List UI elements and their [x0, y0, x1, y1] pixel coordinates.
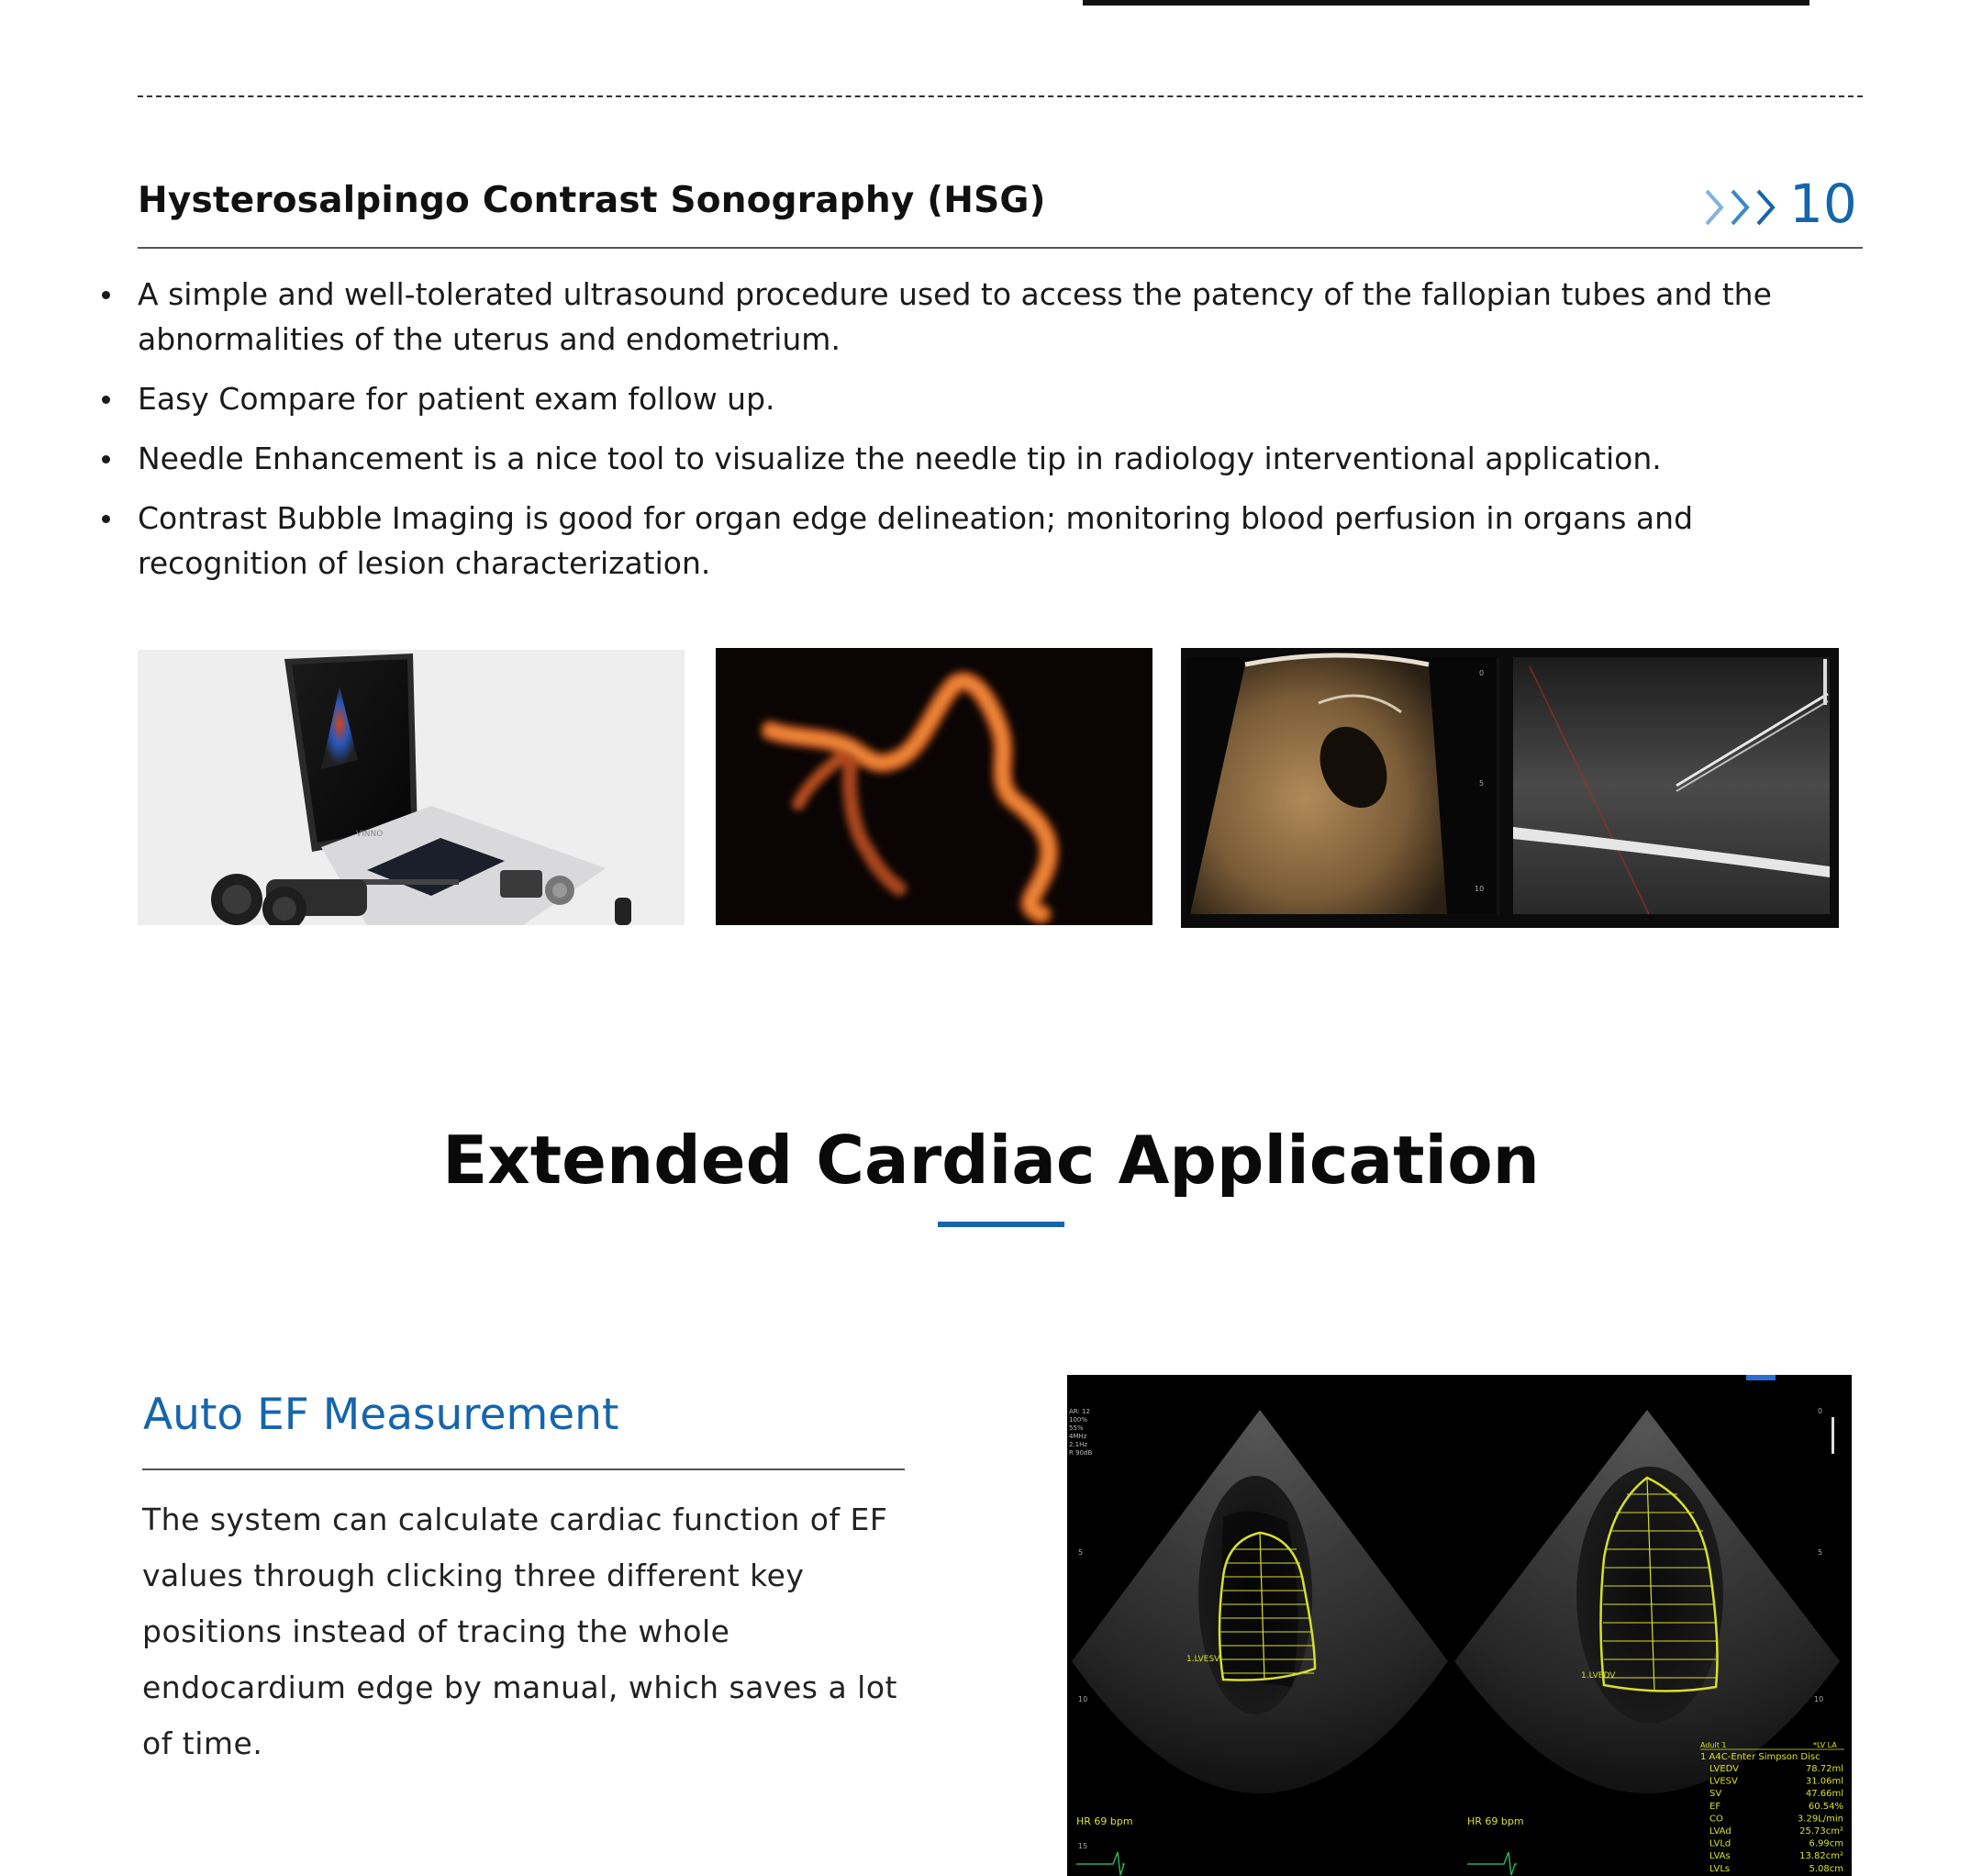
depth-label: 5	[1078, 1548, 1084, 1557]
measurement-value: 6.99cm	[1809, 1838, 1843, 1849]
heart-rate: HR 69 bpm	[1467, 1815, 1524, 1827]
table-header-right: *LV LA	[1813, 1741, 1837, 1749]
param: AR: 12	[1069, 1408, 1090, 1415]
measurement-value: 25.73cm²	[1799, 1826, 1843, 1837]
tick-label: 0	[1479, 669, 1485, 677]
title-underline	[138, 247, 1863, 249]
needle-enhancement-image	[1181, 648, 1839, 928]
measurement-name: SV	[1709, 1789, 1722, 1800]
param: 55%	[1069, 1424, 1084, 1432]
ultrasound-machine-image	[138, 650, 685, 925]
measurement-value: 5.08cm	[1809, 1863, 1843, 1874]
feature-number: 10	[1789, 173, 1857, 235]
depth-label: 5	[1818, 1548, 1823, 1557]
hsg-title: Hysterosalpingo Contrast Sonography (HSG)	[138, 180, 1046, 221]
feature-title-underline	[142, 1468, 905, 1470]
measurement-value: 13.82cm²	[1799, 1851, 1843, 1862]
measurement-name: LVLd	[1709, 1838, 1731, 1849]
bullet-item: Easy Compare for patient exam follow up.	[99, 376, 1870, 421]
measurement-name: CO	[1709, 1814, 1723, 1825]
auto-ef-echo-image	[1067, 1375, 1852, 1876]
param: 100%	[1069, 1416, 1088, 1424]
measurement-value: 78.72ml	[1805, 1764, 1843, 1774]
heart-rate: HR 69 bpm	[1076, 1815, 1133, 1827]
hsg-bullet-list	[99, 272, 1870, 600]
edv-label: 1.LVEDV	[1581, 1671, 1616, 1681]
measurement-name: EF	[1709, 1801, 1721, 1812]
measurement-name: LVEDV	[1709, 1764, 1739, 1774]
measurement-name: LVESV	[1709, 1776, 1738, 1787]
section-title: Extended Cardiac Application	[442, 1122, 1540, 1199]
feature-title: Auto EF Measurement	[143, 1390, 619, 1440]
table-title: 1 A4C-Enter Simpson Disc	[1700, 1752, 1821, 1762]
param: R 90dB	[1069, 1449, 1093, 1457]
measurement-name: LVLs	[1709, 1863, 1731, 1874]
tick-label: 5	[1479, 779, 1485, 787]
measurement-name: LVAs	[1709, 1851, 1731, 1862]
depth-label: 10	[1814, 1695, 1824, 1703]
measurement-name: LVAd	[1709, 1826, 1731, 1837]
top-image-edge	[1083, 0, 1809, 6]
bullet-item: Contrast Bubble Imaging is good for organ edge delineation; monitoring blood perfusion in organs and recognition of lesion characterization.	[99, 496, 1870, 586]
bullet-item: Needle Enhancement is a nice tool to visualize the needle tip in radiology interventional application.	[99, 436, 1870, 481]
machine-brand: VINNO	[356, 830, 384, 839]
measurement-value: 60.54%	[1808, 1801, 1843, 1812]
measurement-value: 31.06ml	[1805, 1776, 1843, 1787]
param: 2.1Hz	[1069, 1441, 1088, 1448]
depth-label: 15	[1078, 1842, 1088, 1850]
feature-description: The system can calculate cardiac function of EF values through clicking three different key positions instead of tracing the whole endocardium edge by manual, which saves a lot of time.	[142, 1502, 897, 1761]
section-title-accent	[938, 1222, 1064, 1227]
tick-label: 10	[1475, 885, 1485, 893]
bullet-item: A simple and well-tolerated ultrasound procedure used to access the patency of the fallopian tubes and the abnormalities of the uterus and endometrium.	[99, 272, 1870, 362]
depth-label: 0	[1818, 1407, 1823, 1415]
depth-label: 10	[1078, 1695, 1088, 1703]
measurement-value: 3.29L/min	[1797, 1814, 1843, 1825]
measurement-value: 47.66ml	[1805, 1789, 1843, 1800]
table-header: Adult 1	[1700, 1741, 1727, 1749]
triple-chevron-icon	[1699, 184, 1787, 231]
esv-label: 1.LVESV	[1186, 1655, 1220, 1664]
contrast-3d-image	[716, 648, 1152, 925]
section-divider	[138, 95, 1863, 97]
param: 4MHz	[1069, 1433, 1087, 1440]
